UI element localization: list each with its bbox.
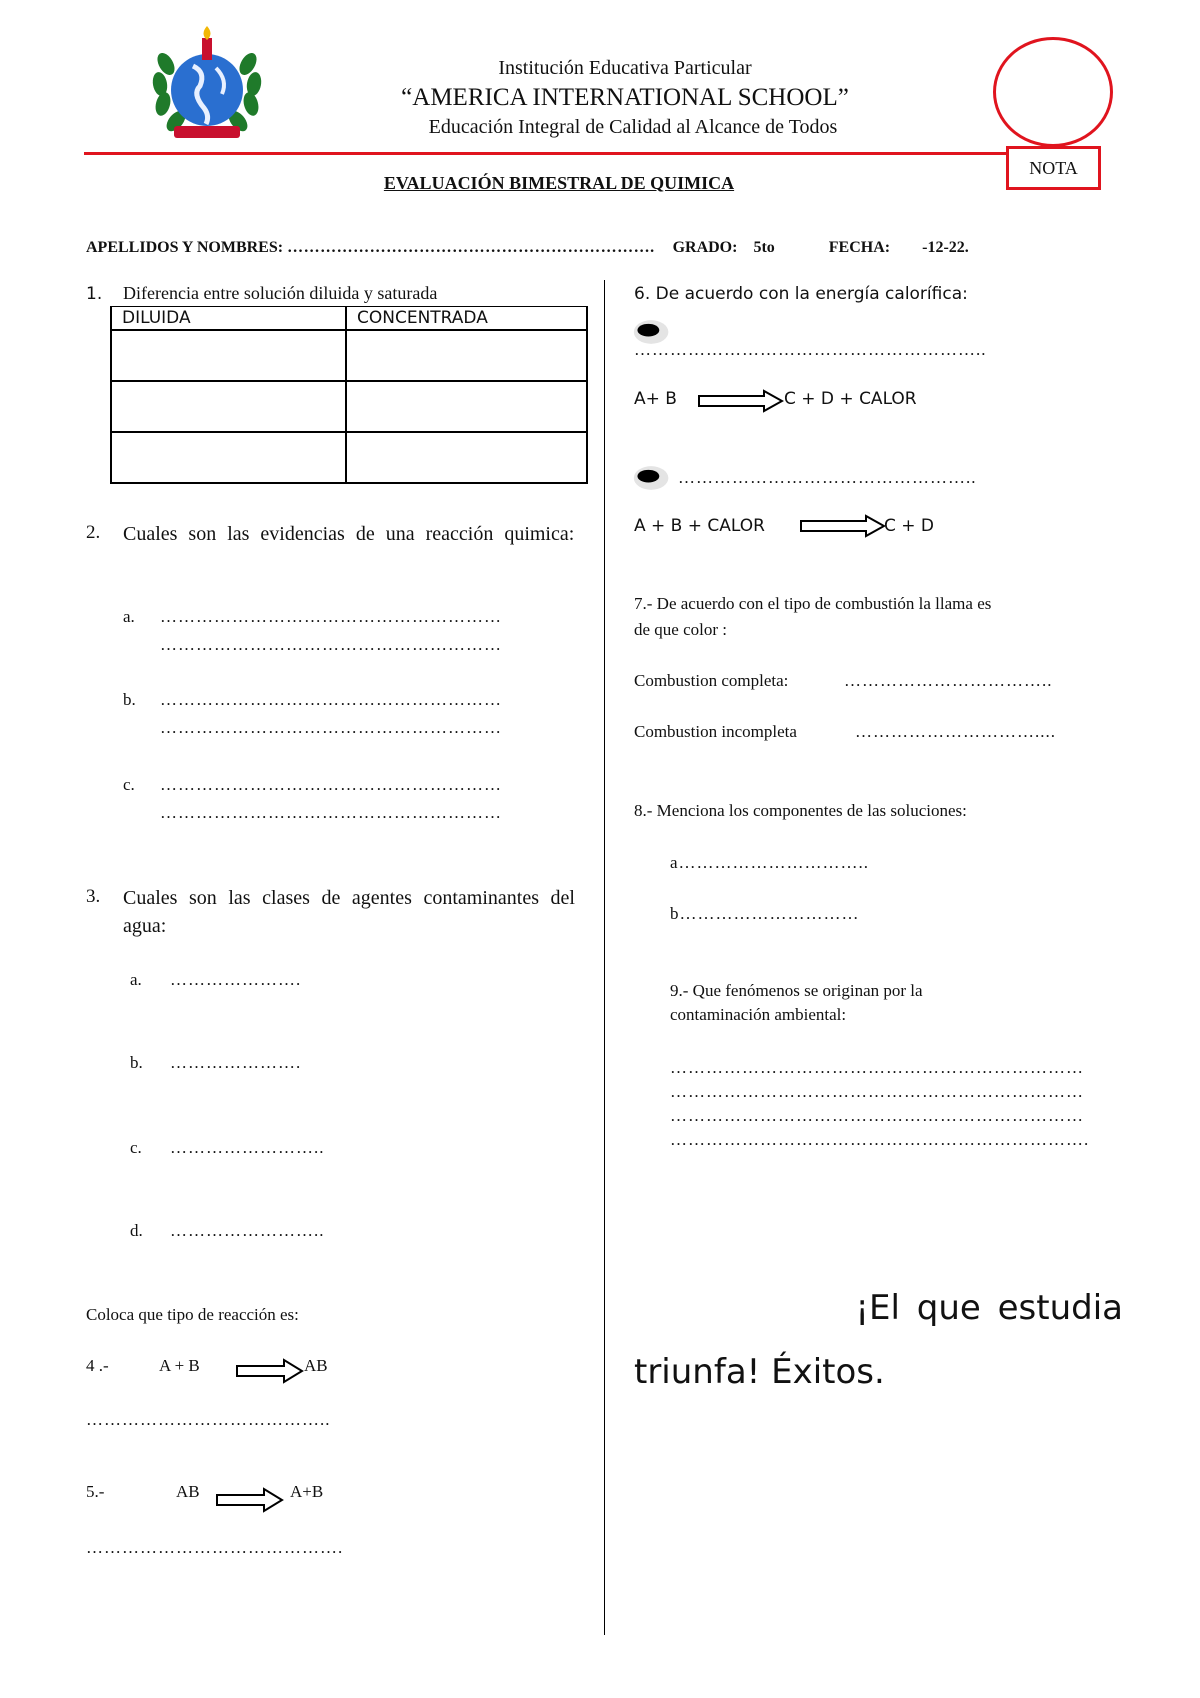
q7-incomplete-label: Combustion incompleta [634, 722, 797, 741]
q2-item-b-line1[interactable]: ………………………………………………… [160, 690, 502, 709]
q2-item-a-label: a. [123, 607, 135, 626]
q7-incomplete-dots[interactable]: ………………………….... [855, 722, 1056, 741]
q6-reaction2-right: C + D [884, 516, 935, 536]
q3-item-c-dots[interactable]: …………………….. [170, 1138, 325, 1157]
q6-answer2-dots[interactable]: ………………………………………….. [678, 468, 977, 487]
q9-line-1[interactable]: …………………………………………………………… [670, 1058, 1084, 1077]
q5-number: 5.- [86, 1482, 105, 1501]
q2-item-a-line1[interactable]: ………………………………………………… [160, 607, 502, 626]
nota-box: NOTA [1006, 146, 1101, 190]
q4-answer-dots[interactable]: ………………………………….. [86, 1410, 331, 1429]
q3-number: 3. [86, 886, 101, 907]
q7-text-line1: 7.- De acuerdo con el tipo de combustión la llama es [634, 594, 992, 613]
header-rule [84, 152, 1007, 155]
closing-line-1: ¡El que estudia [855, 1288, 1123, 1328]
q1-col-diluida: DILUIDA [111, 307, 346, 331]
closing-line-2: triunfa! Éxitos. [634, 1352, 885, 1392]
column-divider [604, 280, 605, 1635]
school-name: “AMERICA INTERNATIONAL SCHOOL” [401, 84, 849, 111]
q2-item-c-label: c. [123, 775, 135, 794]
q1-cell[interactable] [346, 432, 587, 483]
q6-text: 6. De acuerdo con la energía calorífica: [634, 284, 968, 304]
bullet-icon [632, 463, 672, 493]
q9-line-4[interactable]: ……………………………………………………………. [670, 1130, 1090, 1149]
q3-item-b-dots[interactable]: …………………. [170, 1053, 302, 1072]
q5-arrow-icon [216, 1487, 284, 1513]
q3-item-d-label: d. [130, 1221, 143, 1240]
q3-item-a-dots[interactable]: …………………. [170, 970, 302, 989]
q4-arrow-icon [236, 1358, 304, 1384]
q2-text: Cuales son las evidencias de una reacción quimica: [123, 523, 575, 545]
q6-reaction2-left: A + B + CALOR [634, 516, 765, 536]
q1-text: Diferencia entre solución diluida y saturada [123, 283, 438, 303]
q6-reaction1-right: C + D + CALOR [784, 389, 917, 409]
grade-circle [993, 37, 1113, 147]
q1-cell[interactable] [111, 432, 346, 483]
q3-item-a-label: a. [130, 970, 142, 989]
q1-cell[interactable] [346, 330, 587, 381]
q2-item-c-line1[interactable]: ………………………………………………… [160, 775, 502, 794]
q6-reaction1-arrow-icon [698, 389, 784, 413]
q2-item-c-line2[interactable]: ………………………………………………… [160, 803, 502, 822]
q4-right: AB [304, 1356, 328, 1375]
q6-reaction2-arrow-icon [800, 514, 886, 538]
q2-number: 2. [86, 522, 101, 543]
names-field[interactable]: …………………………………………………………. [287, 239, 655, 256]
q3-item-c-label: c. [130, 1138, 142, 1157]
school-motto: Educación Integral de Calidad al Alcance de Todos [428, 116, 838, 138]
q1-cell[interactable] [111, 330, 346, 381]
q3-text: Cuales son las clases de agentes contaminantes del agua: [123, 887, 575, 937]
q9-text-line1: 9.- Que fenómenos se originan por la [670, 981, 923, 1000]
q3-item-d-dots[interactable]: …………………….. [170, 1221, 325, 1240]
q6-reaction1-left: A+ B [634, 389, 677, 409]
q4-left: A + B [159, 1356, 200, 1375]
exam-title: EVALUACIÓN BIMESTRAL DE QUIMICA [383, 173, 735, 193]
q9-line-3[interactable]: …………………………………………………………… [670, 1106, 1084, 1125]
q6-answer1-dots[interactable]: ………………………………………………….. [634, 340, 987, 359]
q9-line-2[interactable]: …………………………………………………………… [670, 1082, 1084, 1101]
reaction-type-prompt: Coloca que tipo de reacción es: [86, 1305, 299, 1324]
q2-item-a-line2[interactable]: ………………………………………………… [160, 635, 502, 654]
q2-item-b-line2[interactable]: ………………………………………………… [160, 718, 502, 737]
q5-answer-dots[interactable]: ……………………………………. [86, 1538, 344, 1557]
q2-item-b-label: b. [123, 690, 136, 709]
fecha-value: -12-22. [922, 239, 969, 256]
q4-number: 4 .- [86, 1356, 109, 1375]
institution-line: Institución Educativa Particular [498, 57, 752, 79]
q1-number: 1. [86, 284, 103, 304]
q1-col-concentrada: CONCENTRADA [346, 307, 587, 331]
student-info-line [86, 239, 969, 257]
names-label: APELLIDOS Y NOMBRES: [86, 239, 284, 256]
q1-table [110, 306, 588, 484]
fecha-label: FECHA: [828, 239, 891, 256]
q5-left: AB [176, 1482, 200, 1501]
q7-complete-label: Combustion completa: [634, 671, 789, 690]
q1-cell[interactable] [346, 381, 587, 432]
grado-value: 5to [753, 239, 775, 256]
q1-cell[interactable] [111, 381, 346, 432]
q7-complete-dots[interactable]: …………………………….. [844, 671, 1053, 690]
q8-item-b[interactable]: b………………………… [670, 904, 860, 923]
q5-right: A+B [290, 1482, 324, 1501]
q9-text-line2: contaminación ambiental: [670, 1005, 847, 1024]
q7-text-line2: de que color : [634, 620, 727, 639]
grado-label: GRADO: [672, 239, 738, 256]
q8-item-a[interactable]: a………………………….. [670, 853, 870, 872]
q8-text: 8.- Menciona los componentes de las soluciones: [634, 801, 967, 820]
q3-item-b-label: b. [130, 1053, 143, 1072]
